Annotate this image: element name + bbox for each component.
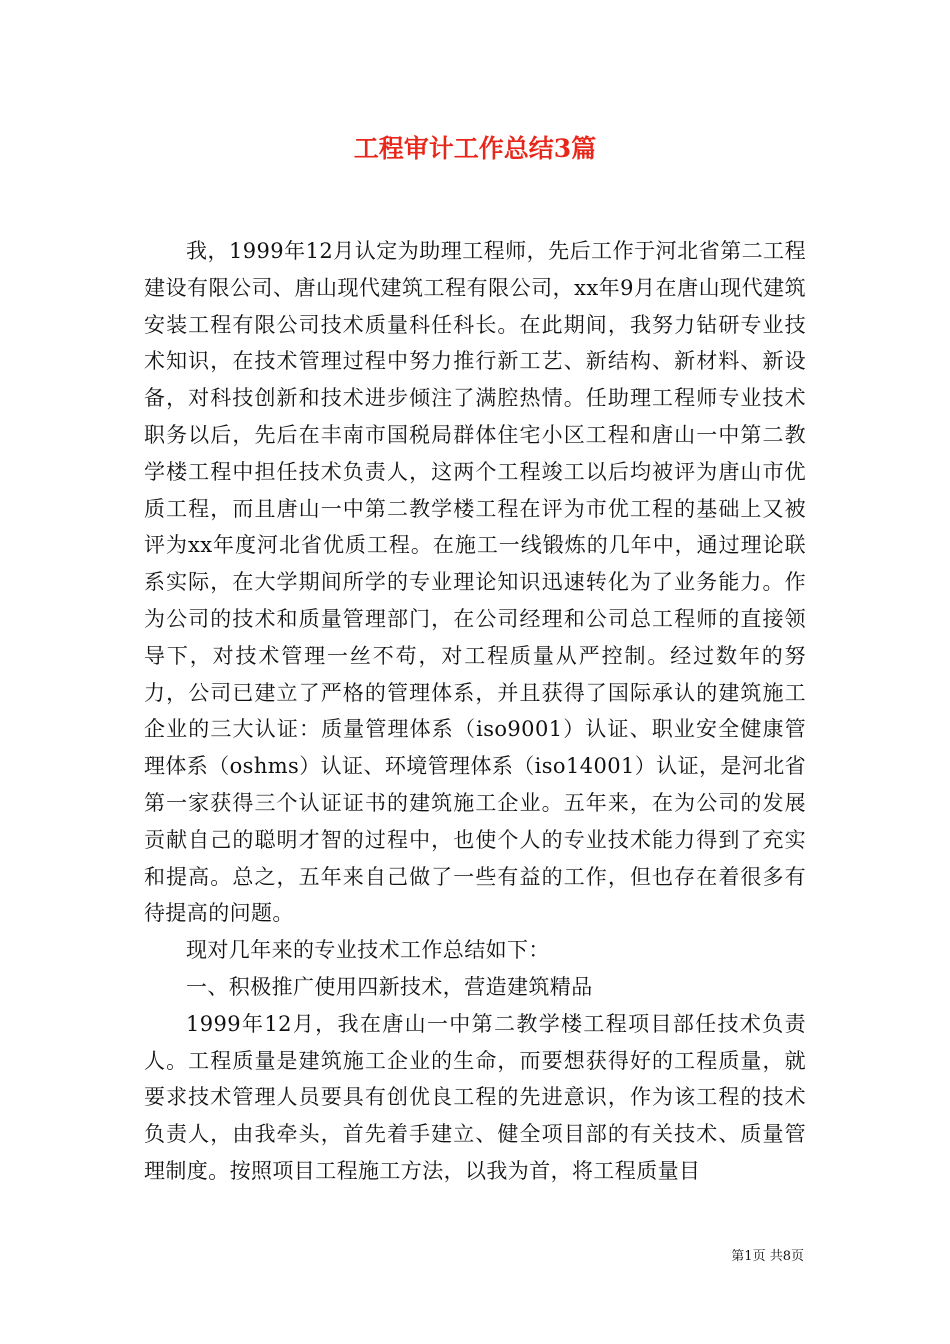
body-paragraph-2: 现对几年来的专业技术工作总结如下：: [186, 938, 550, 963]
page-label-prefix: 第: [731, 1249, 745, 1264]
document-title: 工程审计工作总结3篇: [353, 134, 597, 163]
body-paragraph-3: 1999年12月，我在唐山一中第二教学楼工程项目部任技术负责人。工程质量是建筑施工企业的生命，而要想获得好的工程质量，就要求技术管理人员要具有创优良工程的先进意识，作为该工程的技术负责人，由我牵头，首先着手建立、健全项目部的有关技术、质量管理制度。按照项目工程施工方法，以我为首，将工程质量目: [144, 1011, 806, 1183]
page-number-footer: [731, 1248, 804, 1266]
page-label-suffix: 页: [790, 1249, 804, 1264]
total-page-number: 8: [782, 1249, 791, 1264]
document-body: [144, 233, 806, 1190]
section-heading-1: 一、积极推广使用四新技术，营造建筑精品: [186, 974, 593, 999]
current-page-number: 1: [744, 1249, 753, 1264]
page-label-middle: 页 共: [752, 1249, 783, 1264]
body-paragraph-1: 我，1999年12月认定为助理工程师，先后工作于河北省第二工程建设有限公司、唐山现代建筑工程有限公司，xx年9月在唐山现代建筑安装工程有限公司技术质量科任科长。在此期间，我努力钻研专业技术知识，在技术管理过程中努力推行新工艺、新结构、新材料、新设备，对科技创新和技术进步倾注了满腔热情。任助理工程师专业技术职务以后，先后在丰南市国税局群体住宅小区工程和唐山一中第二教学楼工程中担任技术负责人，这两个工程竣工以后均被评为唐山市优质工程，而且唐山一中第二教学楼工程在评为市优工程的基础上又被评为xx年度河北省优质工程。在施工一线锻炼的几年中，通过理论联系实际，在大学期间所学的专业理论知识迅速转化为了业务能力。作为公司的技术和质量管理部门，在公司经理和公司总工程师的直接领导下，对技术管理一丝不苟，对工程质量从严控制。经过数年的努力，公司已建立了严格的管理体系，并且获得了国际承认的建筑施工企业的三大认证：质量管理体系（iso9001）认证、职业安全健康管理体系（oshms）认证、环境管理体系（iso14001）认证，是河北省第一家获得三个认证证书的建筑施工企业。五年来，在为公司的发展贡献自己的聪明才智的过程中，也使个人的专业技术能力得到了充实和提高。总之，五年来自己做了一些有益的工作，但也存在着很多有待提高的问题。: [144, 239, 806, 926]
